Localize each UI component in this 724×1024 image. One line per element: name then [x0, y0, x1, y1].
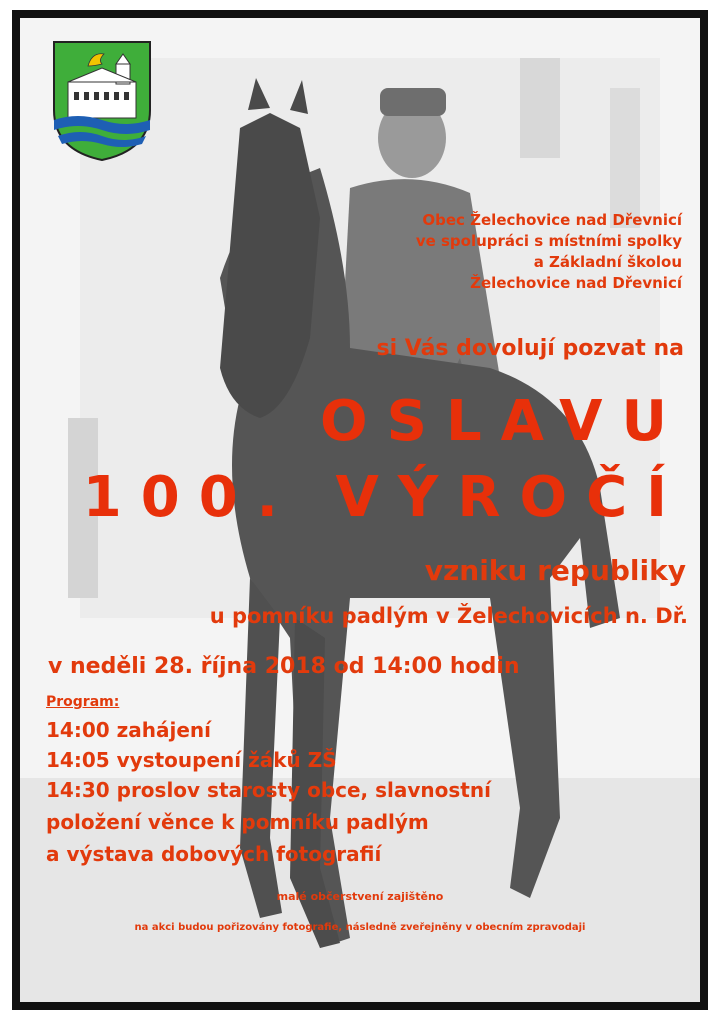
invite-text: si Vás dovolují pozvat na	[376, 336, 684, 361]
organizer-line: a Základní školou	[533, 253, 682, 271]
photo-notice: na akci budou pořizovány fotografie, následně zveřejněny v obecním zpravodaji	[134, 922, 586, 933]
event-datetime: v neděli 28. října 2018 od 14:00 hodin	[48, 654, 520, 679]
program-item: 14:05 vystoupení žáků ZŠ	[46, 748, 337, 772]
coat-of-arms-icon	[52, 40, 152, 162]
refreshment-note: malé občerstvení zajištěno	[276, 890, 444, 903]
headline-vyroci: 100. VÝROČÍ	[82, 465, 686, 530]
program-item: a výstava dobových fotografií	[46, 842, 382, 866]
organizer-line: Obec Želechovice nad Dřevnicí	[422, 211, 682, 229]
poster-frame	[12, 10, 708, 1010]
organizer-line: ve spolupráci s místními spolky	[415, 232, 682, 250]
program-item: položení věnce k pomníku padlým	[46, 810, 429, 834]
headline-oslavu: OSLAVU	[320, 389, 686, 454]
event-place: u pomníku padlým v Želechovicích n. Dř.	[209, 604, 688, 628]
organizer-line: Želechovice nad Dřevnicí	[470, 274, 682, 292]
organizers-block	[416, 210, 682, 294]
program-item: 14:00 zahájení	[46, 718, 212, 742]
subtitle: vzniku republiky	[424, 554, 686, 587]
program-item: 14:30 proslov starosty obce, slavnostní	[46, 778, 491, 802]
program-title: Program:	[46, 694, 120, 710]
